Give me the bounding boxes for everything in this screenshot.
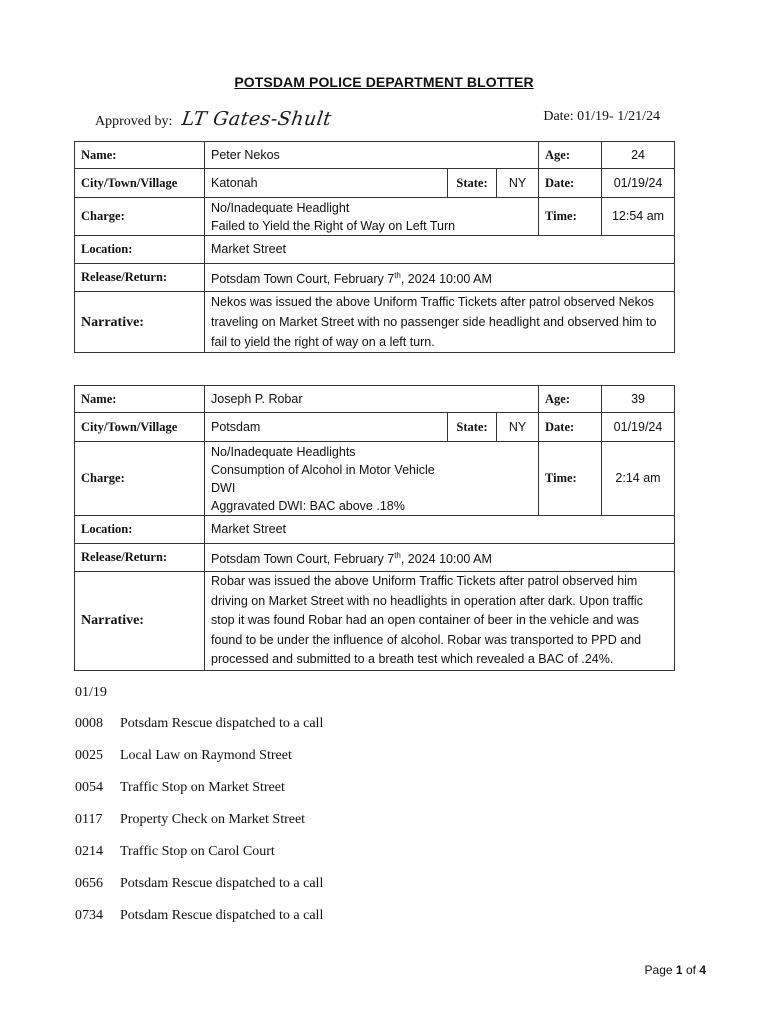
log-text: Traffic Stop on Carol Court [120,844,275,859]
name-value: Joseph P. Robar [205,386,539,413]
age-value: 24 [602,142,675,169]
narrative-value: Nekos was issued the above Uniform Traffic Tickets after patrol observed Nekos traveling on Market Street with no passenger side headlight and observed him to fail to yield the right of way on a left turn. [205,292,675,353]
city-value: Potsdam [205,413,448,442]
log-entry [75,812,323,844]
location-value: Market Street [205,516,675,544]
log-time: 0734 [75,908,103,923]
charge-item: Aggravated DWI: BAC above .18% [211,498,405,513]
release-value [205,544,675,572]
charge-label: Charge: [75,198,205,236]
call-log [75,716,323,940]
log-text: Property Check on Market Street [120,812,306,827]
log-time: 0025 [75,748,103,763]
name-label: Name: [75,386,205,413]
narrative-label: Narrative: [75,292,205,353]
city-label: City/Town/Village [75,413,205,442]
log-entry [75,908,323,940]
age-label: Age: [539,142,602,169]
charge-item: DWI [211,480,236,495]
location-label: Location: [75,516,205,544]
log-text: Potsdam Rescue dispatched to a call [120,716,324,731]
blotter-record [74,385,675,671]
charge-value [205,442,539,516]
release-time: , 2024 10:00 AM [400,552,492,567]
time-label: Time: [539,442,602,516]
release-label: Release/Return: [75,264,205,292]
charge-item: Consumption of Alcohol in Motor Vehicle [211,462,435,477]
state-label: State: [448,169,497,198]
release-date-suffix: th [394,550,401,560]
blotter-date-range: Date: 01/19- 1/21/24 [543,109,660,124]
location-value: Market Street [205,236,675,264]
log-text: Traffic Stop on Market Street [120,780,285,795]
release-date-suffix: th [394,270,401,280]
city-value: Katonah [205,169,448,198]
date-label: Date: [539,413,602,442]
release-date: Potsdam Town Court, February 7 [211,272,395,287]
log-text: Potsdam Rescue dispatched to a call [120,908,324,923]
date-label: Date: [539,169,602,198]
release-label: Release/Return: [75,544,205,572]
time-value: 12:54 am [602,198,675,236]
release-value [205,264,675,292]
location-label: Location: [75,236,205,264]
date-value: 01/19/24 [602,169,675,198]
page-label: Page [644,963,673,977]
log-entry [75,748,323,780]
charge-item: No/Inadequate Headlights [211,444,356,459]
page-of-label: of [685,963,696,977]
city-label: City/Town/Village [75,169,205,198]
log-time: 0656 [75,876,103,891]
release-time: , 2024 10:00 AM [400,272,492,287]
time-value: 2:14 am [602,442,675,516]
charge-value [205,198,539,236]
narrative-label: Narrative: [75,572,205,671]
age-value: 39 [602,386,675,413]
log-date: 01/19 [75,685,107,700]
page-title: POTSDAM POLICE DEPARTMENT BLOTTER [234,74,534,90]
log-entry [75,716,323,748]
date-value: 01/19/24 [602,413,675,442]
log-entry [75,844,323,876]
age-label: Age: [539,386,602,413]
state-value: NY [497,413,539,442]
log-time: 0054 [75,780,103,795]
log-time: 0008 [75,716,103,731]
blotter-record [74,141,675,353]
log-entry [75,876,323,908]
page-number [645,963,706,977]
charge-item: Failed to Yield the Right of Way on Left Turn [211,218,456,233]
state-value: NY [497,169,539,198]
log-text: Potsdam Rescue dispatched to a call [120,876,324,891]
state-label: State: [448,413,497,442]
name-value: Peter Nekos [205,142,539,169]
page-total: 4 [699,963,706,977]
release-date: Potsdam Town Court, February 7 [211,552,395,567]
time-label: Time: [539,198,602,236]
approver-signature: LT Gates-Shult [180,108,334,130]
narrative-value: Robar was issued the above Uniform Traffic Tickets after patrol observed him driving on Market Street with no headlights in operation after dark. Upon traffic stop it was found Robar had an open container of beer in the vehicle and was found to be under the influence of alcohol. Robar was transported to PPD and processed and submitted to a breath test which revealed a BAC of .24%. [205,572,675,671]
log-entry [75,780,323,812]
log-time: 0214 [75,844,103,859]
charge-label: Charge: [75,442,205,516]
name-label: Name: [75,142,205,169]
approved-by [95,108,332,130]
approved-label: Approved by: [95,114,173,129]
log-text: Local Law on Raymond Street [120,748,292,763]
log-time: 0117 [75,812,103,827]
charge-item: No/Inadequate Headlight [211,200,350,215]
page-current: 1 [675,963,683,977]
